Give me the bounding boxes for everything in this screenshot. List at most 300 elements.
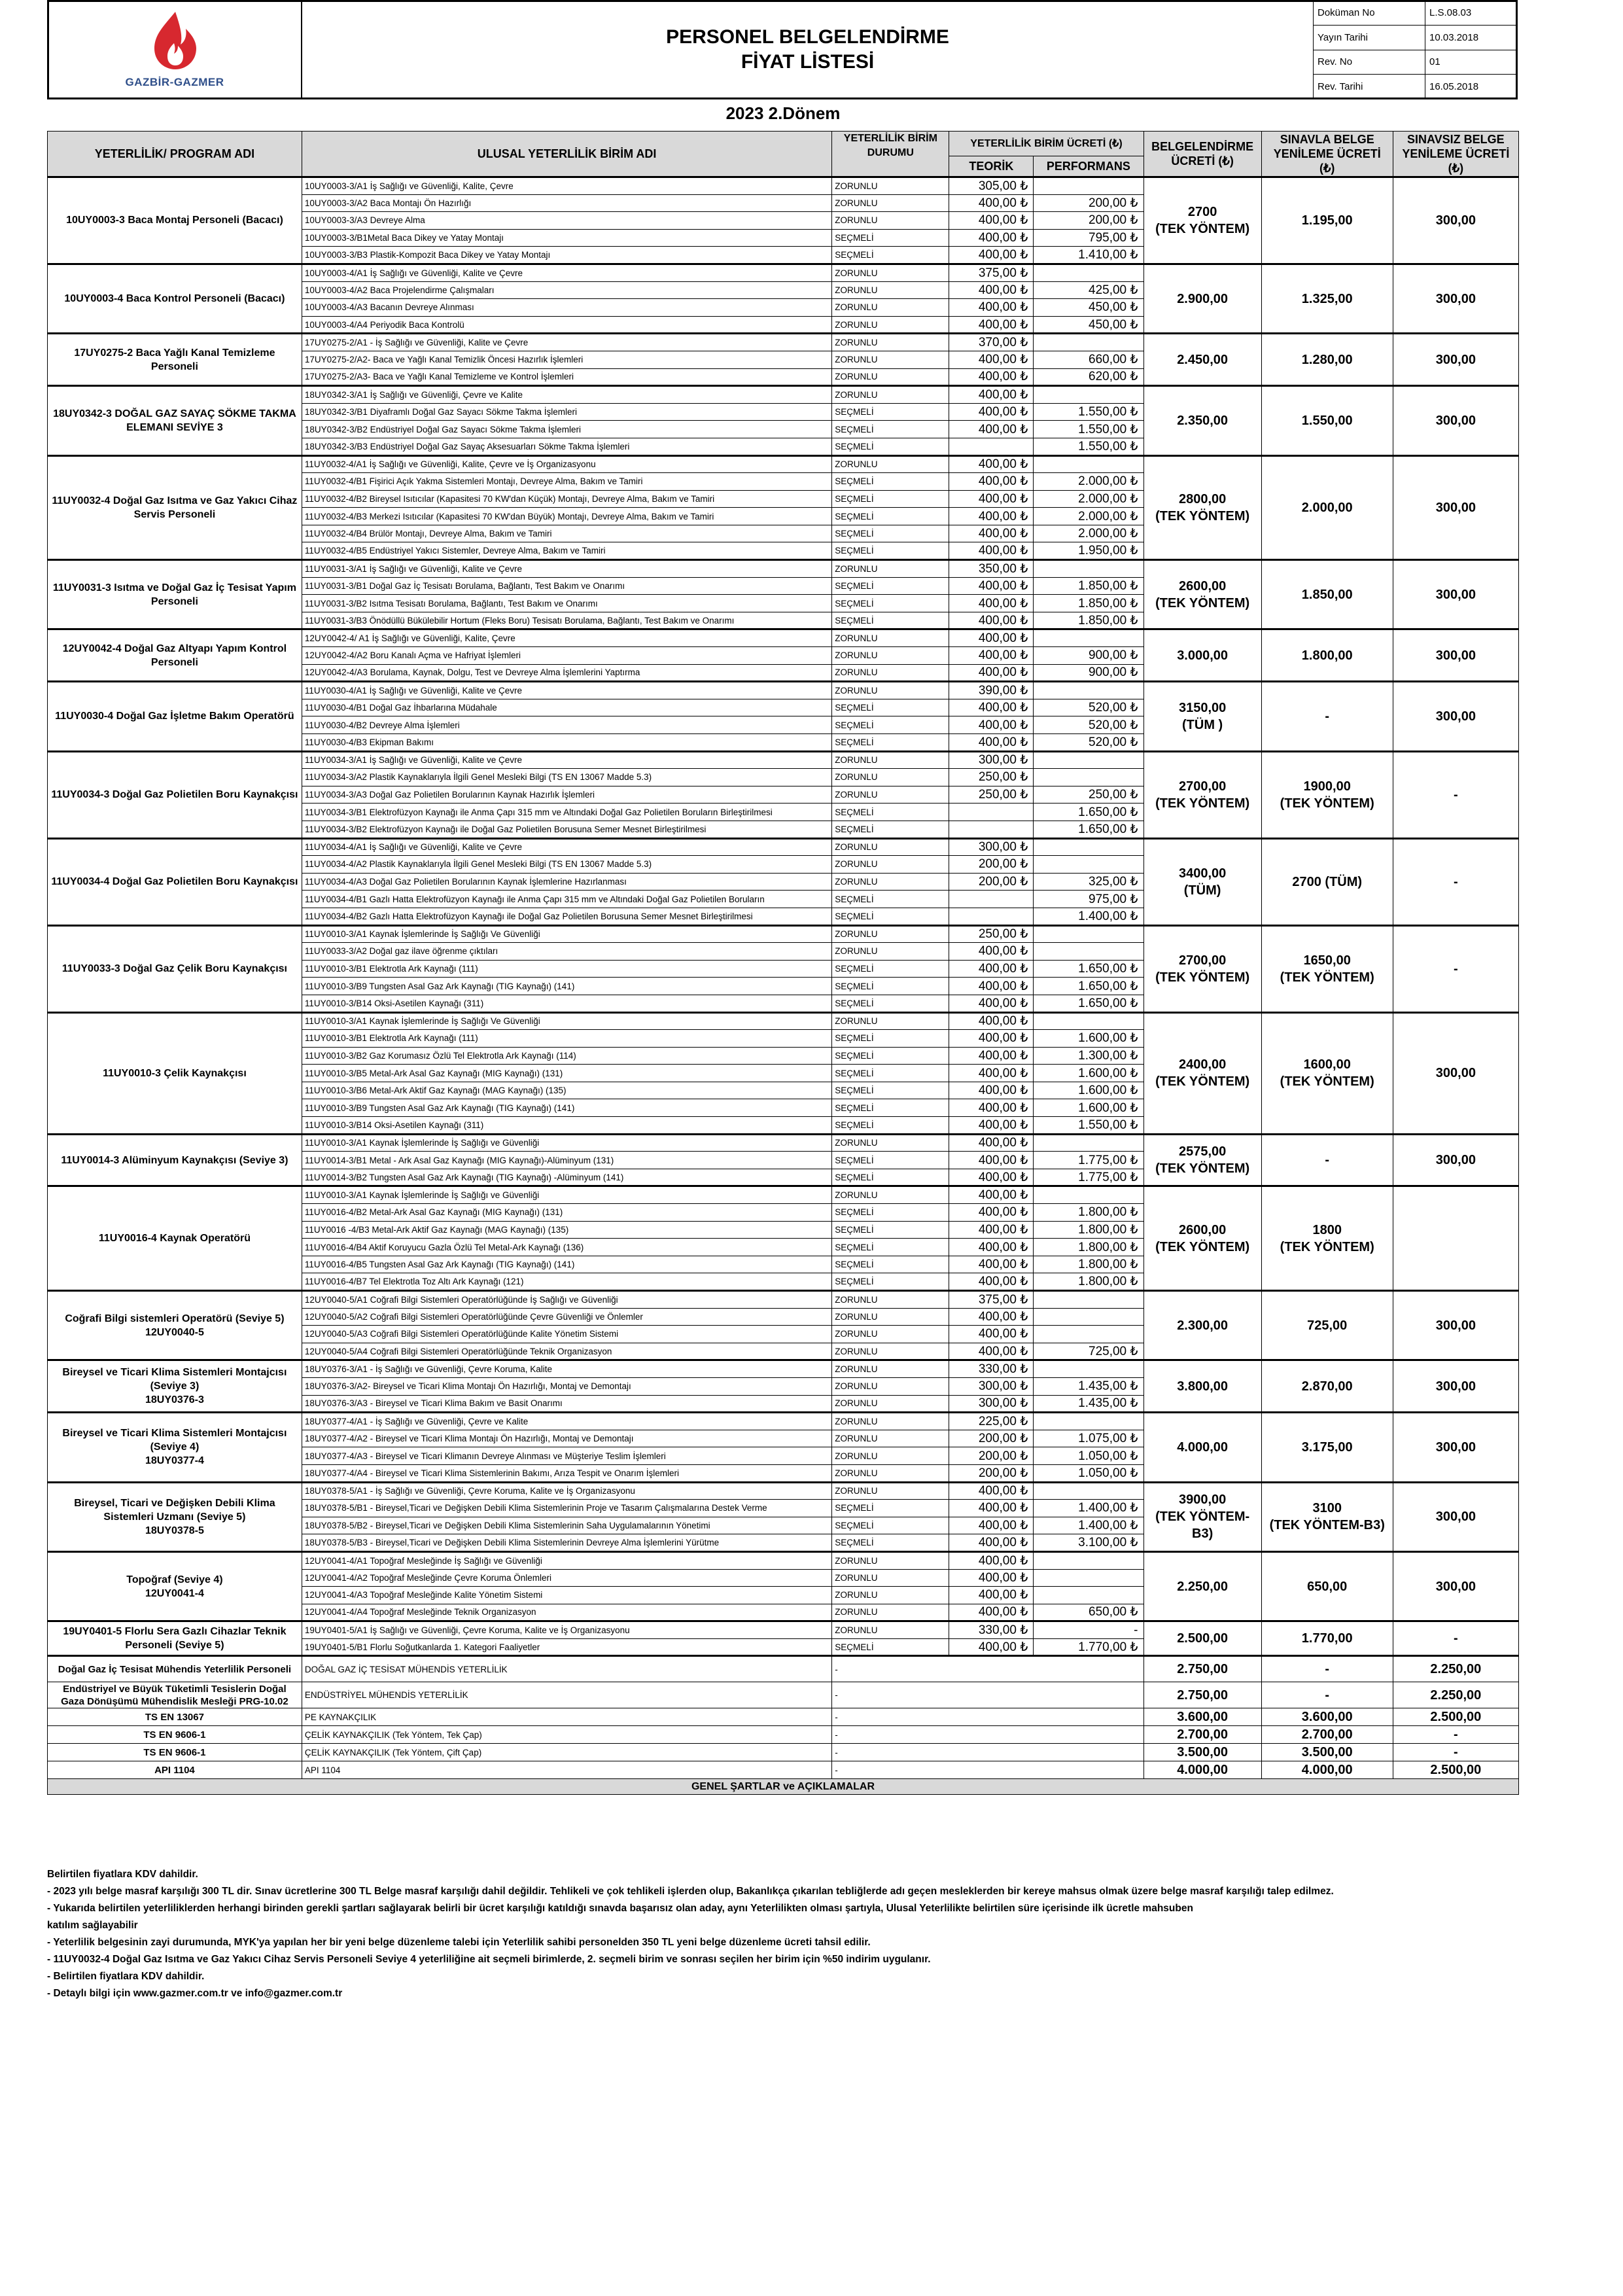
- unit-name: 10UY0003-4/A2 Baca Projelendirme Çalışmaları: [302, 281, 831, 299]
- program-name: Doğal Gaz İç Tesisat Mühendis Yeterlilik Personeli: [48, 1656, 302, 1682]
- col-renew-noexam: SINAVSIZ BELGE YENİLEME ÜCRETİ (₺): [1393, 132, 1518, 177]
- unit-name: 11UY0034-3/B1 Elektrofüzyon Kaynağı ile Anma Çapı 315 mm ve Altındaki Doğal Gaz Polietilen Boruların Birleştirilmesi: [302, 804, 831, 821]
- performance-fee: [1034, 386, 1143, 404]
- renew-noexam-fee: 300,00: [1393, 1360, 1518, 1413]
- theory-fee: 400,00 ₺: [949, 699, 1034, 716]
- performance-fee: [1034, 1482, 1143, 1500]
- theory-fee: 375,00 ₺: [949, 1291, 1034, 1309]
- unit-name: 11UY0032-4/A1 İş Sağlığı ve Güvenliği, Kalite, Çevre ve İş Organizasyonu: [302, 455, 831, 473]
- performance-fee: 520,00 ₺: [1034, 734, 1143, 752]
- cert-fee: 3.500,00: [1143, 1744, 1261, 1761]
- renew-noexam-fee: 300,00: [1393, 1551, 1518, 1621]
- note-line: Belirtilen fiyatlara KDV dahildir.: [47, 1869, 198, 1880]
- cert-fee: 2575,00 (TEK YÖNTEM): [1143, 1134, 1261, 1186]
- theory-fee: 400,00 ₺: [949, 455, 1034, 473]
- cert-fee: 2.300,00: [1143, 1291, 1261, 1360]
- cert-fee: 3.000,00: [1143, 629, 1261, 682]
- unit-name: 11UY0010-3/A1 Kaynak İşlemlerinde İş Sağlığı ve Güvenliği: [302, 1134, 831, 1152]
- theory-fee: 300,00 ₺: [949, 838, 1034, 856]
- cert-fee: 2400,00 (TEK YÖNTEM): [1143, 1012, 1261, 1134]
- unit-name: 11UY0034-3/A2 Plastik Kaynaklarıyla İlgili Genel Mesleki Bilgi (TS EN 13067 Madde 5.3): [302, 769, 831, 786]
- performance-fee: [1034, 769, 1143, 786]
- unit-status: SEÇMELİ: [832, 1534, 949, 1552]
- theory-fee: 400,00 ₺: [949, 1099, 1034, 1117]
- unit-status: ZORUNLU: [832, 264, 949, 281]
- table-row: [48, 334, 1519, 351]
- unit-name: 11UY0010-3/B9 Tungsten Asal Gaz Ark Kaynağı (TIG Kaynağı) (141): [302, 1099, 831, 1117]
- price-table: [47, 131, 1519, 1795]
- unit-status: SEÇMELİ: [832, 1152, 949, 1169]
- table-row: [48, 1761, 1519, 1779]
- theory-fee: 400,00 ₺: [949, 316, 1034, 334]
- performance-fee: [1034, 560, 1143, 578]
- renew-exam-fee: 1.800,00: [1261, 629, 1393, 682]
- cert-fee: 3.600,00: [1143, 1708, 1261, 1726]
- theory-fee: 400,00 ₺: [949, 1065, 1034, 1082]
- theory-fee: 375,00 ₺: [949, 264, 1034, 281]
- theory-fee: 400,00 ₺: [949, 1534, 1034, 1552]
- performance-fee: [1034, 455, 1143, 473]
- meta-key: Yayın Tarihi: [1314, 25, 1425, 50]
- unit-status: SEÇMELİ: [832, 577, 949, 595]
- unit-status: ZORUNLU: [832, 1447, 949, 1465]
- theory-fee: 400,00 ₺: [949, 490, 1034, 508]
- theory-fee: [949, 821, 1034, 838]
- renew-noexam-fee: 300,00: [1393, 629, 1518, 682]
- program-name: TS EN 9606-1: [48, 1726, 302, 1744]
- table-row: [48, 1482, 1519, 1500]
- performance-fee: 1.650,00 ₺: [1034, 804, 1143, 821]
- renew-exam-fee: 3.500,00: [1261, 1744, 1393, 1761]
- program-name: 11UY0014-3 Alüminyum Kaynakçısı (Seviye 3): [48, 1134, 302, 1186]
- theory-fee: 400,00 ₺: [949, 368, 1034, 386]
- unit-status: ZORUNLU: [832, 786, 949, 804]
- renew-noexam-fee: 2.500,00: [1393, 1761, 1518, 1779]
- cert-fee: 2800,00 (TEK YÖNTEM): [1143, 455, 1261, 560]
- renew-noexam-fee: -: [1393, 1726, 1518, 1744]
- unit-status: ZORUNLU: [832, 769, 949, 786]
- table-row: [48, 1291, 1519, 1309]
- meta-value: 10.03.2018: [1425, 25, 1518, 50]
- unit-name: 11UY0032-4/B3 Merkezi Isıtıcılar (Kapasitesi 70 KW'dan Büyük) Montajı, Devreye Alma, Bakım ve Tamiri: [302, 508, 831, 525]
- unit-status: SEÇMELİ: [832, 960, 949, 978]
- unit-name: 10UY0003-4/A4 Periyodik Baca Kontrolü: [302, 316, 831, 334]
- performance-fee: [1034, 838, 1143, 856]
- unit-status: SEÇMELİ: [832, 1117, 949, 1135]
- meta-key: Rev. Tarihi: [1314, 75, 1425, 99]
- performance-fee: [1034, 682, 1143, 699]
- unit-status: ZORUNLU: [832, 368, 949, 386]
- unit-name: 10UY0003-3/A1 İş Sağlığı ve Güvenliği, Kalite, Çevre: [302, 177, 831, 195]
- performance-fee: 1.850,00 ₺: [1034, 612, 1143, 629]
- cert-fee: 3400,00 (TÜM): [1143, 838, 1261, 925]
- unit-status: SEÇMELİ: [832, 1273, 949, 1291]
- theory-fee: 200,00 ₺: [949, 873, 1034, 891]
- program-name: 11UY0010-3 Çelik Kaynakçısı: [48, 1012, 302, 1134]
- gazbir-gazmer-logo: [47, 0, 302, 99]
- unit-status: ZORUNLU: [832, 351, 949, 368]
- unit-status: ZORUNLU: [832, 560, 949, 578]
- theory-fee: 400,00 ₺: [949, 1482, 1034, 1500]
- col-unit-fee: YETERLİLİK BİRİM ÜCRETİ (₺): [949, 132, 1143, 156]
- renew-noexam-fee: -: [1393, 1744, 1518, 1761]
- unit-name: 11UY0034-4/B1 Gazlı Hatta Elektrofüzyon Kaynağı ile Anma Çapı 315 mm ve Altındaki Doğal Gaz Polietilen Boruların: [302, 891, 831, 908]
- unit-name: 17UY0275-2/A2- Baca ve Yağlı Kanal Temizlik Öncesi Hazırlık İşlemleri: [302, 351, 831, 368]
- flame-logo-icon: [145, 9, 205, 72]
- theory-fee: [949, 908, 1034, 925]
- unit-name: 12UY0041-4/A1 Topoğraf Mesleğinde İş Sağlığı ve Güvenliği: [302, 1551, 831, 1569]
- unit-name: API 1104: [302, 1761, 831, 1779]
- performance-fee: 520,00 ₺: [1034, 699, 1143, 716]
- unit-status: SEÇMELİ: [832, 490, 949, 508]
- theory-fee: 400,00 ₺: [949, 194, 1034, 212]
- performance-fee: [1034, 925, 1143, 943]
- performance-fee: 1.550,00 ₺: [1034, 1117, 1143, 1135]
- theory-fee: 300,00 ₺: [949, 751, 1034, 769]
- unit-name: 11UY0034-4/A3 Doğal Gaz Polietilen Borularının Kaynak İşlemlerine Hazırlanması: [302, 873, 831, 891]
- renew-exam-fee: 2.000,00: [1261, 455, 1393, 560]
- unit-status: SEÇMELİ: [832, 1099, 949, 1117]
- renew-noexam-fee: 300,00: [1393, 334, 1518, 386]
- performance-fee: 1.650,00 ₺: [1034, 960, 1143, 978]
- note-line: katılım sağlayabilir: [47, 1920, 138, 1931]
- unit-status: SEÇMELİ: [832, 995, 949, 1012]
- col-program: YETERLİLİK/ PROGRAM ADI: [48, 132, 302, 177]
- program-name: 11UY0031-3 Isıtma ve Doğal Gaz İç Tesisat Yapım Personeli: [48, 560, 302, 629]
- unit-name: 11UY0030-4/A1 İş Sağlığı ve Güvenliği, Kalite ve Çevre: [302, 682, 831, 699]
- unit-status: SEÇMELİ: [832, 438, 949, 455]
- unit-status: ZORUNLU: [832, 455, 949, 473]
- program-name: Bireysel ve Ticari Klima Sistemleri Montajcısı (Seviye 3) 18UY0376-3: [48, 1360, 302, 1413]
- unit-status: -: [832, 1744, 1143, 1761]
- table-row: [48, 1551, 1519, 1569]
- unit-status: ZORUNLU: [832, 1360, 949, 1378]
- program-name: API 1104: [48, 1761, 302, 1779]
- performance-fee: 1.600,00 ₺: [1034, 1099, 1143, 1117]
- unit-name: 11UY0016 -4/B3 Metal-Ark Aktif Gaz Kaynağı (MAG Kaynağı) (135): [302, 1221, 831, 1239]
- performance-fee: 1.550,00 ₺: [1034, 403, 1143, 421]
- document-meta: [1313, 0, 1519, 99]
- program-name: 11UY0030-4 Doğal Gaz İşletme Bakım Operatörü: [48, 682, 302, 751]
- unit-status: SEÇMELİ: [832, 699, 949, 716]
- performance-fee: 1.400,00 ₺: [1034, 1517, 1143, 1534]
- unit-name: 11UY0016-4/B2 Metal-Ark Asal Gaz Kaynağı (MIG Kaynağı) (131): [302, 1204, 831, 1222]
- unit-name: 11UY0034-4/A2 Plastik Kaynaklarıyla İlgili Genel Mesleki Bilgi (TS EN 13067 Madde 5.3): [302, 856, 831, 874]
- unit-name: 11UY0034-3/A1 İş Sağlığı ve Güvenliği, Kalite ve Çevre: [302, 751, 831, 769]
- theory-fee: 400,00 ₺: [949, 1638, 1034, 1656]
- program-name: 11UY0016-4 Kaynak Operatörü: [48, 1186, 302, 1291]
- cert-fee: 2.900,00: [1143, 264, 1261, 333]
- unit-status: -: [832, 1656, 1143, 1682]
- unit-status: SEÇMELİ: [832, 1082, 949, 1099]
- program-name: TS EN 13067: [48, 1708, 302, 1726]
- unit-status: SEÇMELİ: [832, 1169, 949, 1186]
- table-row: [48, 838, 1519, 856]
- unit-name: 18UY0342-3/B1 Diyaframlı Doğal Gaz Sayacı Sökme Takma İşlemleri: [302, 403, 831, 421]
- unit-status: SEÇMELİ: [832, 1221, 949, 1239]
- performance-fee: 975,00 ₺: [1034, 891, 1143, 908]
- performance-fee: 1.650,00 ₺: [1034, 995, 1143, 1012]
- theory-fee: 400,00 ₺: [949, 1308, 1034, 1326]
- unit-status: ZORUNLU: [832, 1326, 949, 1343]
- theory-fee: 400,00 ₺: [949, 1604, 1034, 1621]
- unit-name: 10UY0003-3/A3 Devreye Alma: [302, 212, 831, 230]
- unit-status: ZORUNLU: [832, 1012, 949, 1030]
- unit-status: SEÇMELİ: [832, 421, 949, 438]
- program-name: 11UY0034-4 Doğal Gaz Polietilen Boru Kaynakçısı: [48, 838, 302, 925]
- unit-name: 12UY0042-4/A3 Borulama, Kaynak, Dolgu, Test ve Devreye Alma İşlemlerini Yaptırma: [302, 664, 831, 682]
- unit-status: ZORUNLU: [832, 682, 949, 699]
- theory-fee: 400,00 ₺: [949, 1204, 1034, 1222]
- cert-fee: 2700,00 (TEK YÖNTEM): [1143, 751, 1261, 838]
- renew-noexam-fee: 300,00: [1393, 560, 1518, 629]
- performance-fee: 1.600,00 ₺: [1034, 1030, 1143, 1048]
- meta-key: Doküman No: [1314, 1, 1425, 26]
- unit-name: 11UY0031-3/B2 Isıtma Tesisatı Borulama, Bağlantı, Test Bakım ve Onarımı: [302, 595, 831, 612]
- cert-fee: 2.700,00: [1143, 1726, 1261, 1744]
- unit-name: 12UY0040-5/A4 Coğrafi Bilgi Sistemleri Operatörlüğünde Teknik Organizasyon: [302, 1343, 831, 1360]
- theory-fee: 400,00 ₺: [949, 1587, 1034, 1604]
- cert-fee: 3.800,00: [1143, 1360, 1261, 1413]
- theory-fee: [949, 891, 1034, 908]
- renew-exam-fee: -: [1261, 1134, 1393, 1186]
- theory-fee: 400,00 ₺: [949, 734, 1034, 752]
- theory-fee: 400,00 ₺: [949, 716, 1034, 734]
- theory-fee: 400,00 ₺: [949, 629, 1034, 647]
- unit-status: -: [832, 1761, 1143, 1779]
- unit-name: 10UY0003-4/A1 İş Sağlığı ve Güvenliği, Kalite ve Çevre: [302, 264, 831, 281]
- performance-fee: 450,00 ₺: [1034, 299, 1143, 317]
- performance-fee: 795,00 ₺: [1034, 229, 1143, 247]
- unit-status: ZORUNLU: [832, 1377, 949, 1395]
- theory-fee: 400,00 ₺: [949, 247, 1034, 264]
- performance-fee: 1.775,00 ₺: [1034, 1169, 1143, 1186]
- theory-fee: 400,00 ₺: [949, 421, 1034, 438]
- unit-status: SEÇMELİ: [832, 229, 949, 247]
- theory-fee: 400,00 ₺: [949, 1186, 1034, 1204]
- theory-fee: 400,00 ₺: [949, 1326, 1034, 1343]
- program-name: 11UY0032-4 Doğal Gaz Isıtma ve Gaz Yakıcı Cihaz Servis Personeli: [48, 455, 302, 560]
- performance-fee: 660,00 ₺: [1034, 351, 1143, 368]
- unit-name: 18UY0377-4/A3 - Bireysel ve Ticari Klimanın Devreye Alınması ve Müşteriye Teslim İşlemleri: [302, 1447, 831, 1465]
- theory-fee: 400,00 ₺: [949, 229, 1034, 247]
- unit-name: 11UY0034-4/B2 Gazlı Hatta Elektrofüzyon Kaynağı ile Doğal Gaz Polietilen Borusuna Semer Mesnet Birleştirilmesi: [302, 908, 831, 925]
- unit-name: 11UY0031-3/B1 Doğal Gaz İç Tesisatı Borulama, Bağlantı, Test Bakım ve Onarımı: [302, 577, 831, 595]
- unit-status: ZORUNLU: [832, 1569, 949, 1587]
- theory-fee: 400,00 ₺: [949, 542, 1034, 560]
- performance-fee: [1034, 1413, 1143, 1430]
- theory-fee: 400,00 ₺: [949, 212, 1034, 230]
- unit-name: 11UY0010-3/B2 Gaz Korumasız Özlü Tel Elektrotla Ark Kaynağı (114): [302, 1047, 831, 1065]
- performance-fee: 2.000,00 ₺: [1034, 508, 1143, 525]
- performance-fee: [1034, 1587, 1143, 1604]
- unit-name: DOĞAL GAZ İÇ TESİSAT MÜHENDİS YETERLİLİK: [302, 1656, 831, 1682]
- performance-fee: [1034, 856, 1143, 874]
- table-row: [48, 1186, 1519, 1204]
- meta-key: Rev. No: [1314, 50, 1425, 75]
- theory-fee: 400,00 ₺: [949, 1343, 1034, 1360]
- note-line: - 11UY0032-4 Doğal Gaz Isıtma ve Gaz Yakıcı Cihaz Servis Personeli Seviye 4 yeterliliğine ait seçmeli birimlerde, 2. seçmeli birim ve sonrası seçilen her birim için %50 indirim uygulanır.: [47, 1954, 931, 1965]
- unit-name: PE KAYNAKÇILIK: [302, 1708, 831, 1726]
- unit-status: ZORUNLU: [832, 212, 949, 230]
- theory-fee: 330,00 ₺: [949, 1360, 1034, 1378]
- unit-name: ÇELİK KAYNAKÇILIK (Tek Yöntem, Çift Çap): [302, 1744, 831, 1761]
- performance-fee: 1.800,00 ₺: [1034, 1221, 1143, 1239]
- theory-fee: 400,00 ₺: [949, 1273, 1034, 1291]
- performance-fee: 1.600,00 ₺: [1034, 1065, 1143, 1082]
- document-title: PERSONEL BELGELENDİRME FİYAT LİSTESİ: [666, 26, 949, 73]
- performance-fee: 1.050,00 ₺: [1034, 1447, 1143, 1465]
- cert-fee: 2.250,00: [1143, 1551, 1261, 1621]
- performance-fee: 1.550,00 ₺: [1034, 438, 1143, 455]
- theory-fee: 400,00 ₺: [949, 995, 1034, 1012]
- performance-fee: 1.050,00 ₺: [1034, 1464, 1143, 1482]
- renew-exam-fee: 1.770,00: [1261, 1621, 1393, 1656]
- performance-fee: -: [1034, 1621, 1143, 1639]
- unit-status: ZORUNLU: [832, 1134, 949, 1152]
- performance-fee: 1.800,00 ₺: [1034, 1256, 1143, 1273]
- renew-noexam-fee: -: [1393, 838, 1518, 925]
- theory-fee: 400,00 ₺: [949, 1012, 1034, 1030]
- unit-status: SEÇMELİ: [832, 1065, 949, 1082]
- theory-fee: 250,00 ₺: [949, 925, 1034, 943]
- unit-status: SEÇMELİ: [832, 1517, 949, 1534]
- theory-fee: 400,00 ₺: [949, 525, 1034, 542]
- theory-fee: 400,00 ₺: [949, 403, 1034, 421]
- unit-name: 18UY0377-4/A2 - Bireysel ve Ticari Klima Montajı Ön Hazırlığı, Montaj ve Demontajı: [302, 1430, 831, 1447]
- program-name: Topoğraf (Seviye 4) 12UY0041-4: [48, 1551, 302, 1621]
- theory-fee: 400,00 ₺: [949, 978, 1034, 995]
- document-header: [47, 0, 1519, 101]
- table-row: [48, 177, 1519, 195]
- theory-fee: 400,00 ₺: [949, 473, 1034, 491]
- theory-fee: 400,00 ₺: [949, 1256, 1034, 1273]
- performance-fee: 200,00 ₺: [1034, 212, 1143, 230]
- program-name: 17UY0275-2 Baca Yağlı Kanal Temizleme Personeli: [48, 334, 302, 386]
- theory-fee: 400,00 ₺: [949, 351, 1034, 368]
- cert-fee: 2600,00 (TEK YÖNTEM): [1143, 1186, 1261, 1291]
- unit-name: 11UY0030-4/B3 Ekipman Bakımı: [302, 734, 831, 752]
- renew-noexam-fee: 300,00: [1393, 1134, 1518, 1186]
- performance-fee: 425,00 ₺: [1034, 281, 1143, 299]
- unit-status: SEÇMELİ: [832, 716, 949, 734]
- theory-fee: 400,00 ₺: [949, 508, 1034, 525]
- renew-noexam-fee: 300,00: [1393, 1012, 1518, 1134]
- table-row: [48, 1012, 1519, 1030]
- theory-fee: 400,00 ₺: [949, 960, 1034, 978]
- performance-fee: [1034, 1291, 1143, 1309]
- unit-status: ZORUNLU: [832, 664, 949, 682]
- performance-fee: [1034, 1308, 1143, 1326]
- col-unit: ULUSAL YETERLİLİK BİRİM ADI: [302, 132, 831, 177]
- program-name: 10UY0003-4 Baca Kontrol Personeli (Bacacı): [48, 264, 302, 333]
- unit-status: ZORUNLU: [832, 1413, 949, 1430]
- performance-fee: 1.850,00 ₺: [1034, 577, 1143, 595]
- unit-status: ZORUNLU: [832, 1464, 949, 1482]
- unit-name: 19UY0401-5/B1 Florlu Soğutkanlarda 1. Kategori Faaliyetler: [302, 1638, 831, 1656]
- renew-exam-fee: 1800 (TEK YÖNTEM): [1261, 1186, 1393, 1291]
- unit-name: 11UY0030-4/B1 Doğal Gaz İhbarlarına Müdahale: [302, 699, 831, 716]
- theory-fee: 400,00 ₺: [949, 1221, 1034, 1239]
- unit-status: ZORUNLU: [832, 647, 949, 665]
- unit-status: ZORUNLU: [832, 299, 949, 317]
- meta-value: 01: [1425, 50, 1518, 75]
- unit-name: 12UY0040-5/A1 Coğrafi Bilgi Sistemleri Operatörlüğünde İş Sağlığı ve Güvenliği: [302, 1291, 831, 1309]
- unit-name: 11UY0033-3/A2 Doğal gaz ilave öğrenme çıktıları: [302, 943, 831, 961]
- theory-fee: 400,00 ₺: [949, 1047, 1034, 1065]
- theory-fee: 400,00 ₺: [949, 595, 1034, 612]
- performance-fee: 1.075,00 ₺: [1034, 1430, 1143, 1447]
- unit-status: ZORUNLU: [832, 873, 949, 891]
- brand-name: GAZBİR-GAZMER: [125, 76, 224, 88]
- unit-status: ZORUNLU: [832, 334, 949, 351]
- theory-fee: 400,00 ₺: [949, 647, 1034, 665]
- program-name: 10UY0003-3 Baca Montaj Personeli (Bacacı): [48, 177, 302, 264]
- performance-fee: 1.400,00 ₺: [1034, 908, 1143, 925]
- performance-fee: 2.000,00 ₺: [1034, 525, 1143, 542]
- program-name: 12UY0042-4 Doğal Gaz Altyapı Yapım Kontrol Personeli: [48, 629, 302, 682]
- theory-fee: 400,00 ₺: [949, 577, 1034, 595]
- unit-name: 11UY0010-3/B5 Metal-Ark Asal Gaz Kaynağı (MIG Kaynağı) (131): [302, 1065, 831, 1082]
- unit-status: SEÇMELİ: [832, 978, 949, 995]
- unit-name: 11UY0010-3/B14 Oksi-Asetilen Kaynağı (311): [302, 995, 831, 1012]
- theory-fee: 225,00 ₺: [949, 1413, 1034, 1430]
- performance-fee: 1.800,00 ₺: [1034, 1204, 1143, 1222]
- table-row: [48, 751, 1519, 769]
- unit-name: 18UY0378-5/B1 - Bireysel,Ticari ve Değişken Debili Klima Sistemlerinin Proje ve Tasarım Çalışmalarına Destek Verme: [302, 1500, 831, 1517]
- performance-fee: [1034, 1360, 1143, 1378]
- performance-fee: [1034, 751, 1143, 769]
- performance-fee: [1034, 943, 1143, 961]
- performance-fee: 450,00 ₺: [1034, 316, 1143, 334]
- cert-fee: 3150,00 (TÜM ): [1143, 682, 1261, 751]
- unit-status: ZORUNLU: [832, 386, 949, 404]
- unit-status: SEÇMELİ: [832, 1500, 949, 1517]
- unit-status: ZORUNLU: [832, 177, 949, 195]
- performance-fee: [1034, 1012, 1143, 1030]
- unit-status: SEÇMELİ: [832, 734, 949, 752]
- unit-status: SEÇMELİ: [832, 1047, 949, 1065]
- renew-noexam-fee: 300,00: [1393, 264, 1518, 333]
- table-row: [48, 1134, 1519, 1152]
- unit-name: 12UY0042-4/A2 Boru Kanalı Açma ve Hafriyat İşlemleri: [302, 647, 831, 665]
- unit-status: SEÇMELİ: [832, 1638, 949, 1656]
- note-line: - 2023 yılı belge masraf karşılığı 300 TL dir. Sınav ücretlerine 300 TL Belge masraf karşılığı dahil değildir. Tehlikeli ve çok tehlikeli işlerden olup, Bakanlıkça çıkarılan tebliğlerde adı geçen mesleklerden bir kereye mahsus olmak üzere belge masraf karşılığı talep edilmez.: [47, 1886, 1334, 1897]
- unit-status: ZORUNLU: [832, 1551, 949, 1569]
- unit-status: ZORUNLU: [832, 1395, 949, 1413]
- unit-status: SEÇMELİ: [832, 508, 949, 525]
- theory-fee: 400,00 ₺: [949, 664, 1034, 682]
- renew-noexam-fee: 300,00: [1393, 1482, 1518, 1551]
- unit-name: 11UY0010-3/A1 Kaynak İşlemlerinde İş Sağlığı Ve Güvenliği: [302, 1012, 831, 1030]
- renew-exam-fee: 1.550,00: [1261, 386, 1393, 455]
- unit-name: 11UY0010-3/B6 Metal-Ark Aktif Gaz Kaynağı (MAG Kaynağı) (135): [302, 1082, 831, 1099]
- performance-fee: 1.650,00 ₺: [1034, 821, 1143, 838]
- theory-fee: 300,00 ₺: [949, 1395, 1034, 1413]
- table-row: [48, 1708, 1519, 1726]
- cert-fee: 2700,00 (TEK YÖNTEM): [1143, 925, 1261, 1012]
- unit-status: SEÇMELİ: [832, 525, 949, 542]
- table-row: [48, 629, 1519, 647]
- renew-noexam-fee: 300,00: [1393, 177, 1518, 264]
- unit-status: SEÇMELİ: [832, 403, 949, 421]
- cert-fee: 4.000,00: [1143, 1413, 1261, 1482]
- theory-fee: 400,00 ₺: [949, 386, 1034, 404]
- performance-fee: 650,00 ₺: [1034, 1604, 1143, 1621]
- renew-noexam-fee: 300,00: [1393, 682, 1518, 751]
- theory-fee: 400,00 ₺: [949, 299, 1034, 317]
- col-renew-exam: SINAVLA BELGE YENİLEME ÜCRETİ (₺): [1261, 132, 1393, 177]
